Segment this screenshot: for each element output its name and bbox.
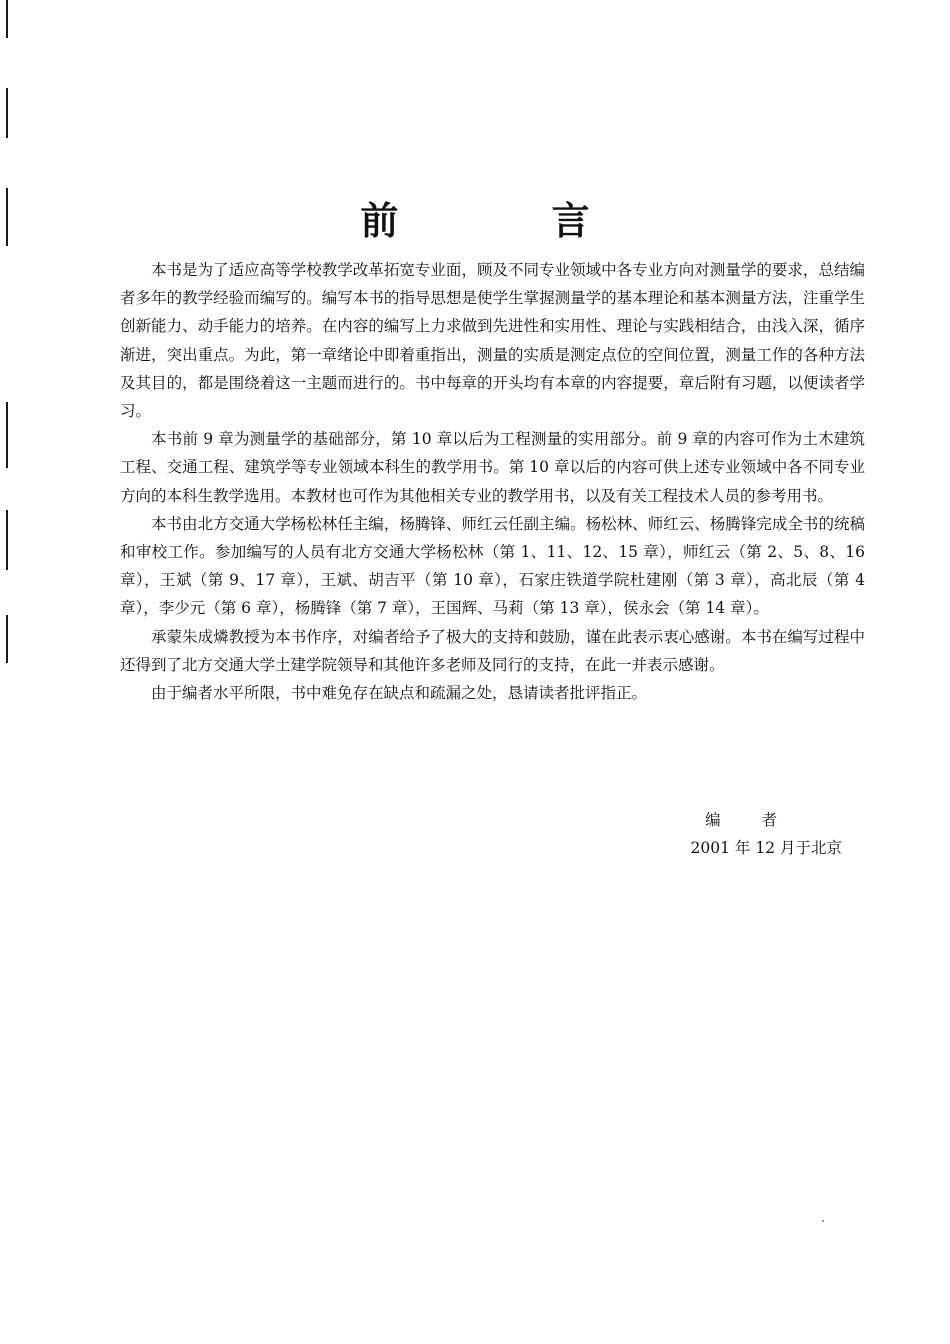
scan-mark xyxy=(6,510,8,570)
page-title: 前 言 xyxy=(360,198,660,243)
signature-date: 2001 年 12 月于北京 xyxy=(690,839,842,857)
scan-mark xyxy=(6,0,8,38)
paragraph: 本书由北方交通大学杨松林任主编，杨腾锋、师红云任副主编。杨松林、师红云、杨腾锋完成全书的统稿和审校工作。参加编写的人员有北方交通大学杨松林（第 1、11、12、15 章），师红云（第 2、5、8、16 章），王斌（第 9、17 章），王斌、胡吉平（第 10 章），石家庄铁道学院杜建刚（第 3 章），高北辰（第 4 章），李少元（第 6 章），杨腾锋（第 7 章），王国辉、马莉（第 13 章），侯永会（第 14 章）。 xyxy=(120,514,865,618)
paragraph: 本书是为了适应高等学校教学改革拓宽专业面，顾及不同专业领域中各专业方向对测量学的要求，总结编者多年的教学经验而编写的。编写本书的指导思想是使学生掌握测量学的基本理论和基本测量方法，注重学生创新能力、动手能力的培养。在内容的编写上力求做到先进性和实用性、理论与实践相结合，由浅入深，循序渐进，突出重点。为此，第一章绪论中即着重指出，测量的实质是测定点位的空间位置，测量工作的各种方法及其目的，都是围绕着这一主题而进行的。书中每章的开头均有本章的内容提要，章后附有习题，以便读者学习。 xyxy=(120,261,865,421)
scan-mark xyxy=(6,615,8,663)
paragraph: 承蒙朱成燐教授为本书作序，对编者给予了极大的支持和鼓励，谨在此表示衷心感谢。本书在编写过程中还得到了北方交通大学土建学院领导和其他许多老师及同行的支持，在此一并表示感谢。 xyxy=(120,627,865,674)
paragraph: 本书前 9 章为测量学的基础部分，第 10 章以后为工程测量的实用部分。前 9 章的内容可作为土木建筑工程、交通工程、建筑学等专业领域本科生的教学用书。第 10 章以后的内容可供上述专业领域中各不同专业方向的本科生教学选用。本教材也可作为其他相关专业的教学用书，以及有关工程技术人员的参考用书。 xyxy=(120,430,865,505)
paragraph: 由于编者水平所限，书中难免存在缺点和疏漏之处，恳请读者批评指正。 xyxy=(151,684,648,703)
preface-body xyxy=(120,256,865,707)
scan-mark xyxy=(6,88,8,138)
scan-mark xyxy=(6,402,8,468)
scan-speck xyxy=(822,1220,824,1222)
signature-author: 编 者 xyxy=(705,811,795,829)
